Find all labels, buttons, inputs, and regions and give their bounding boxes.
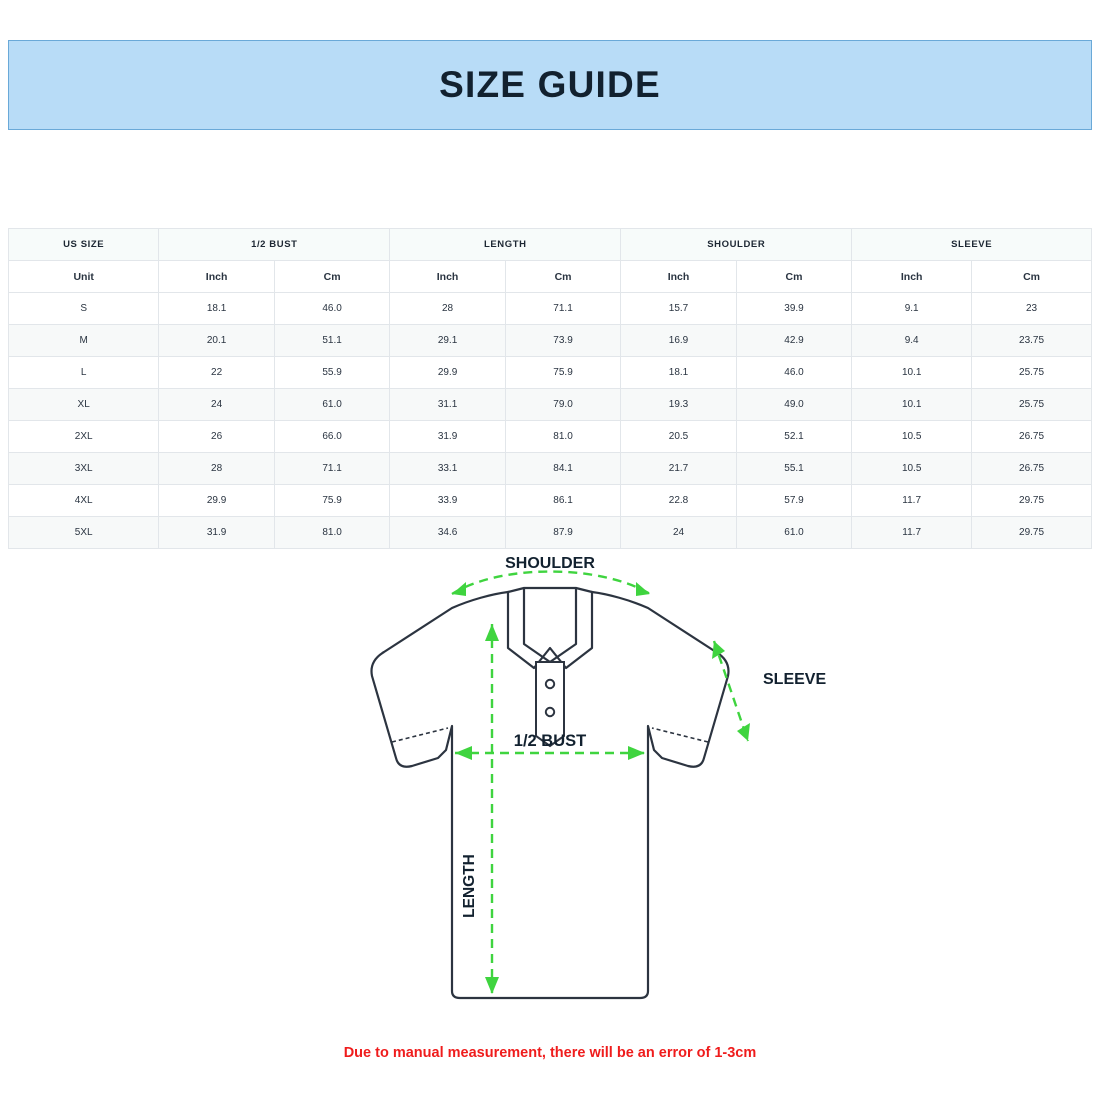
- cell-length-cm: 75.9: [505, 357, 620, 389]
- table-row: [9, 421, 1092, 453]
- table-header-row: [9, 229, 1092, 261]
- cell-length-inch: 31.9: [390, 421, 505, 453]
- cell-sleeve-cm: 29.75: [972, 517, 1092, 549]
- table-unit-row: [9, 261, 1092, 293]
- cell-sleeve-inch: 11.7: [852, 485, 972, 517]
- cell-shoulder-inch: 22.8: [621, 485, 736, 517]
- table-body: [9, 293, 1092, 549]
- cell-size: S: [9, 293, 159, 325]
- unit-shoulder-cm: Cm: [736, 261, 851, 293]
- group-header-shoulder: SHOULDER: [621, 229, 852, 261]
- measurement-disclaimer: Due to manual measurement, there will be an error of 1-3cm: [343, 1045, 757, 1061]
- cell-bust-cm: 46.0: [274, 293, 389, 325]
- unit-length-cm: Cm: [505, 261, 620, 293]
- cell-bust-cm: 61.0: [274, 389, 389, 421]
- cell-size: L: [9, 357, 159, 389]
- cell-bust-inch: 20.1: [159, 325, 274, 357]
- table-unit-body: [9, 261, 1092, 293]
- group-header-length: LENGTH: [390, 229, 621, 261]
- cell-bust-inch: 22: [159, 357, 274, 389]
- cell-bust-inch: 24: [159, 389, 274, 421]
- bust-label: 1/2 BUST: [513, 732, 587, 750]
- cell-length-inch: 28: [390, 293, 505, 325]
- cell-sleeve-cm: 23.75: [972, 325, 1092, 357]
- shirt-outline: [372, 592, 729, 998]
- cell-sleeve-cm: 25.75: [972, 357, 1092, 389]
- cell-size: XL: [9, 389, 159, 421]
- cell-shoulder-inch: 20.5: [621, 421, 736, 453]
- cell-size: 3XL: [9, 453, 159, 485]
- sleeve-label: SLEEVE: [763, 671, 827, 688]
- cell-length-inch: 34.6: [390, 517, 505, 549]
- cell-length-cm: 84.1: [505, 453, 620, 485]
- cell-shoulder-inch: 16.9: [621, 325, 736, 357]
- cell-bust-inch: 31.9: [159, 517, 274, 549]
- cell-size: M: [9, 325, 159, 357]
- cell-bust-cm: 51.1: [274, 325, 389, 357]
- cell-bust-cm: 71.1: [274, 453, 389, 485]
- cell-length-inch: 29.1: [390, 325, 505, 357]
- cell-bust-inch: 26: [159, 421, 274, 453]
- group-header-us-size: US SIZE: [9, 229, 159, 261]
- cell-sleeve-inch: 10.1: [852, 357, 972, 389]
- length-label: LENGTH: [461, 854, 478, 918]
- cell-sleeve-inch: 10.5: [852, 453, 972, 485]
- unit-length-inch: Inch: [390, 261, 505, 293]
- cell-shoulder-inch: 21.7: [621, 453, 736, 485]
- cell-sleeve-cm: 26.75: [972, 453, 1092, 485]
- cell-sleeve-cm: 23: [972, 293, 1092, 325]
- unit-sleeve-cm: Cm: [972, 261, 1092, 293]
- cell-sleeve-cm: 29.75: [972, 485, 1092, 517]
- cell-size: 4XL: [9, 485, 159, 517]
- table-row: [9, 325, 1092, 357]
- page-title: SIZE GUIDE: [439, 64, 661, 105]
- cell-shoulder-cm: 61.0: [736, 517, 851, 549]
- cell-size: 5XL: [9, 517, 159, 549]
- cell-bust-inch: 29.9: [159, 485, 274, 517]
- polo-shirt-svg: [0, 536, 1100, 1036]
- unit-sleeve-inch: Inch: [852, 261, 972, 293]
- cell-length-cm: 71.1: [505, 293, 620, 325]
- cell-sleeve-inch: 11.7: [852, 517, 972, 549]
- table-row: [9, 453, 1092, 485]
- cell-shoulder-inch: 24: [621, 517, 736, 549]
- cell-length-inch: 29.9: [390, 357, 505, 389]
- shoulder-label: SHOULDER: [505, 555, 595, 572]
- group-header-bust: 1/2 BUST: [159, 229, 390, 261]
- cell-shoulder-cm: 52.1: [736, 421, 851, 453]
- cell-sleeve-cm: 25.75: [972, 389, 1092, 421]
- cell-size: 2XL: [9, 421, 159, 453]
- cell-bust-cm: 66.0: [274, 421, 389, 453]
- cell-length-cm: 86.1: [505, 485, 620, 517]
- unit-bust-inch: Inch: [159, 261, 274, 293]
- cell-length-cm: 79.0: [505, 389, 620, 421]
- cell-shoulder-cm: 42.9: [736, 325, 851, 357]
- size-guide-banner: [8, 40, 1092, 130]
- cell-length-inch: 33.9: [390, 485, 505, 517]
- table-row: [9, 357, 1092, 389]
- cell-shoulder-cm: 39.9: [736, 293, 851, 325]
- cell-sleeve-inch: 10.5: [852, 421, 972, 453]
- cell-length-cm: 73.9: [505, 325, 620, 357]
- table-row: [9, 485, 1092, 517]
- unit-label: Unit: [9, 261, 159, 293]
- table-group-header: [9, 229, 1092, 261]
- cell-length-inch: 33.1: [390, 453, 505, 485]
- cell-shoulder-cm: 49.0: [736, 389, 851, 421]
- table-row: [9, 389, 1092, 421]
- cell-shoulder-inch: 15.7: [621, 293, 736, 325]
- table-row: [9, 293, 1092, 325]
- cell-shoulder-cm: 46.0: [736, 357, 851, 389]
- cell-shoulder-cm: 57.9: [736, 485, 851, 517]
- cell-shoulder-inch: 18.1: [621, 357, 736, 389]
- cell-length-cm: 81.0: [505, 421, 620, 453]
- group-header-sleeve: SLEEVE: [852, 229, 1092, 261]
- cell-shoulder-inch: 19.3: [621, 389, 736, 421]
- cell-bust-cm: 81.0: [274, 517, 389, 549]
- measurement-diagram: [0, 536, 1100, 1036]
- size-table-container: [8, 228, 1092, 549]
- cell-length-cm: 87.9: [505, 517, 620, 549]
- cell-bust-cm: 75.9: [274, 485, 389, 517]
- cell-bust-inch: 28: [159, 453, 274, 485]
- cell-sleeve-inch: 9.4: [852, 325, 972, 357]
- cell-shoulder-cm: 55.1: [736, 453, 851, 485]
- unit-shoulder-inch: Inch: [621, 261, 736, 293]
- cell-sleeve-cm: 26.75: [972, 421, 1092, 453]
- cell-sleeve-inch: 10.1: [852, 389, 972, 421]
- cell-bust-cm: 55.9: [274, 357, 389, 389]
- size-table: [8, 228, 1092, 549]
- cell-sleeve-inch: 9.1: [852, 293, 972, 325]
- cell-bust-inch: 18.1: [159, 293, 274, 325]
- cell-length-inch: 31.1: [390, 389, 505, 421]
- unit-bust-cm: Cm: [274, 261, 389, 293]
